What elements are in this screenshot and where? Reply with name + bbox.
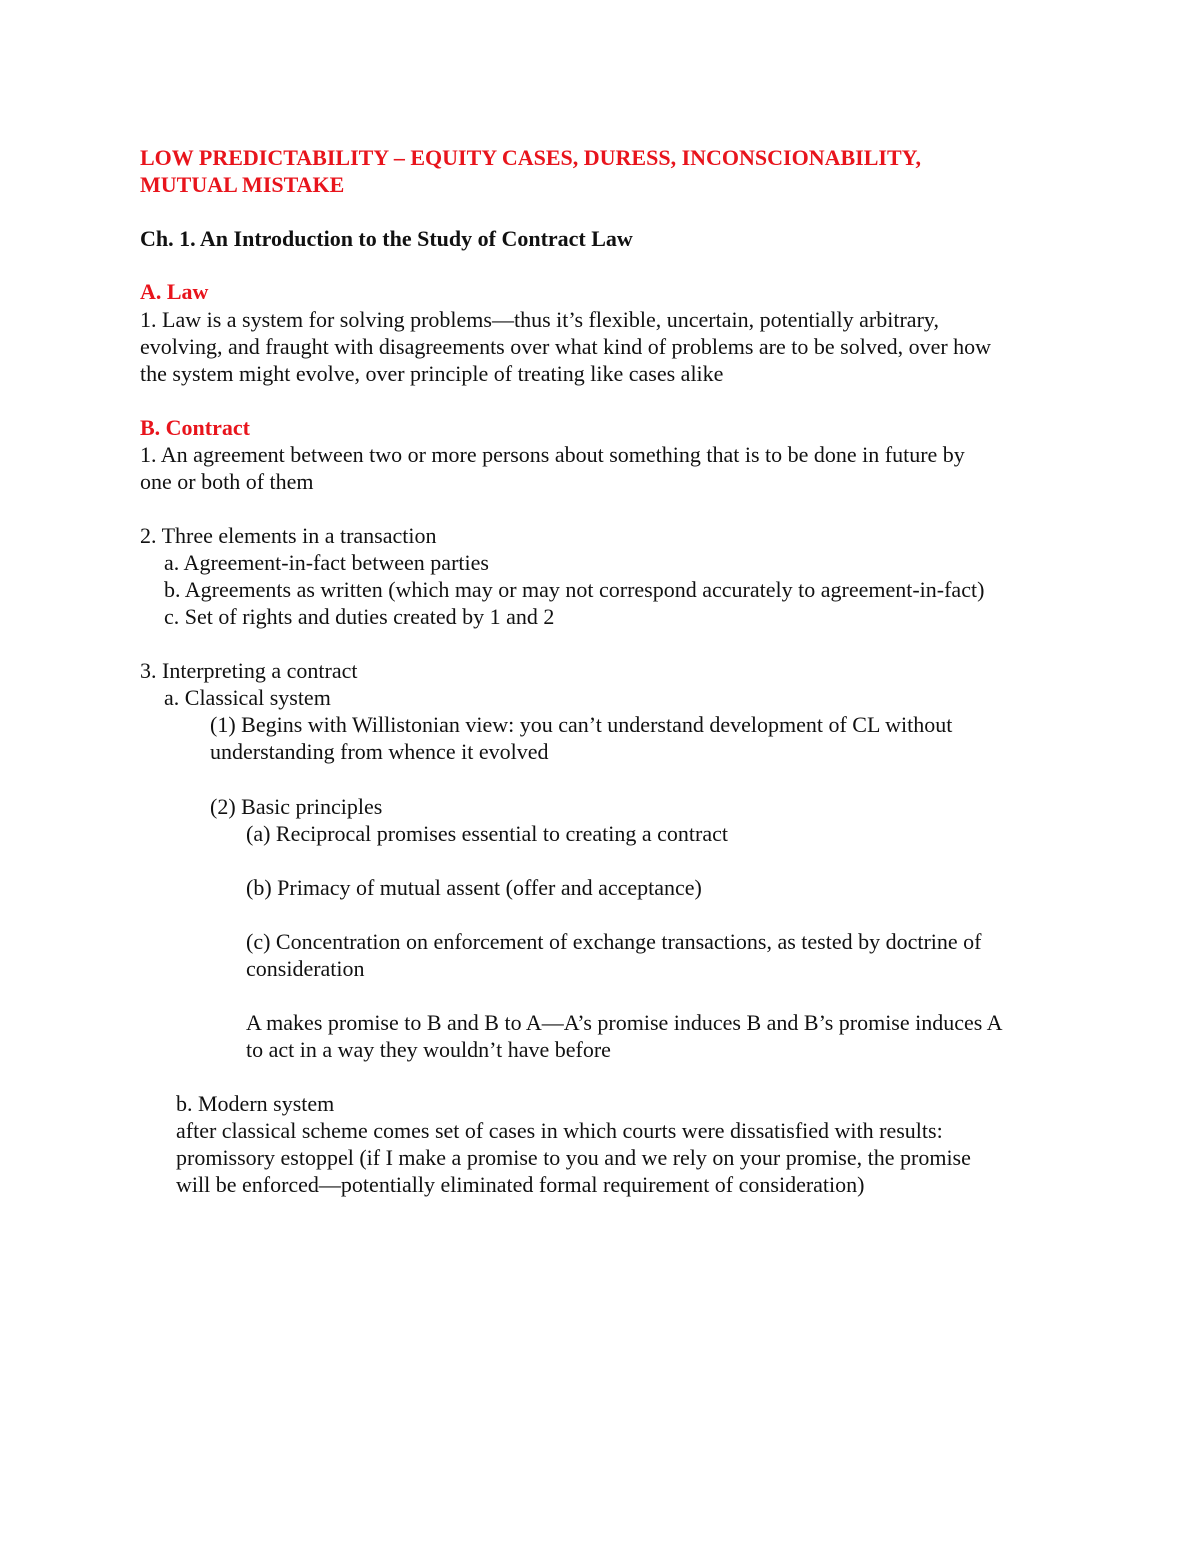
basic-principles-label: (2) Basic principles — [210, 794, 383, 819]
modern-system-label: b. Modern system — [176, 1091, 335, 1116]
example-line-2: to act in a way they wouldn’t have before — [246, 1037, 611, 1062]
modern-system-line-2: promissory estoppel (if I make a promise to you and we rely on your promise, the promise — [176, 1145, 971, 1170]
chapter-heading: Ch. 1. An Introduction to the Study of Contract Law — [140, 226, 633, 251]
principle-a: (a) Reciprocal promises essential to creating a contract — [246, 821, 728, 846]
principle-c-line-2: consideration — [246, 956, 365, 981]
classical-point1-line-1: (1) Begins with Willistonian view: you can’t understand development of CL without — [210, 712, 953, 737]
section-b-item3-label: 3. Interpreting a contract — [140, 658, 358, 683]
classical-system-label: a. Classical system — [164, 685, 331, 710]
section-a-heading: A. Law — [140, 279, 209, 304]
principle-b: (b) Primacy of mutual assent (offer and acceptance) — [246, 875, 702, 900]
example-line-1: A makes promise to B and B to A—A’s promise induces B and B’s promise induces A — [246, 1010, 1003, 1035]
section-a-item1-line-2: evolving, and fraught with disagreements over what kind of problems are to be solved, over how — [140, 334, 992, 359]
section-b-heading: B. Contract — [140, 415, 250, 440]
modern-system-line-3: will be enforced—potentially eliminated formal requirement of consideration) — [176, 1172, 865, 1197]
section-a-item1-line-3: the system might evolve, over principle of treating like cases alike — [140, 361, 724, 386]
section-b-item2-sub-c: c. Set of rights and duties created by 1 and 2 — [164, 604, 555, 629]
classical-point1-line-2: understanding from whence it evolved — [210, 739, 549, 764]
document-title-line-1: LOW PREDICTABILITY – EQUITY CASES, DURESS, INCONSCIONABILITY, — [140, 145, 921, 170]
section-b-item2-label: 2. Three elements in a transaction — [140, 523, 437, 548]
section-b-item1-line-2: one or both of them — [140, 469, 314, 494]
section-b-item2-sub-b: b. Agreements as written (which may or may not correspond accurately to agreement-in-fact) — [164, 577, 985, 602]
section-a-item1-line-1: 1. Law is a system for solving problems—thus it’s flexible, uncertain, potentially arbitrary, — [140, 307, 939, 332]
document-title-line-2: MUTUAL MISTAKE — [140, 172, 345, 197]
principle-c-line-1: (c) Concentration on enforcement of exchange transactions, as tested by doctrine of — [246, 929, 982, 954]
section-b-item1-line-1: 1. An agreement between two or more persons about something that is to be done in future by — [140, 442, 965, 467]
modern-system-line-1: after classical scheme comes set of cases in which courts were dissatisfied with results: — [176, 1118, 943, 1143]
section-b-item2-sub-a: a. Agreement-in-fact between parties — [164, 550, 489, 575]
